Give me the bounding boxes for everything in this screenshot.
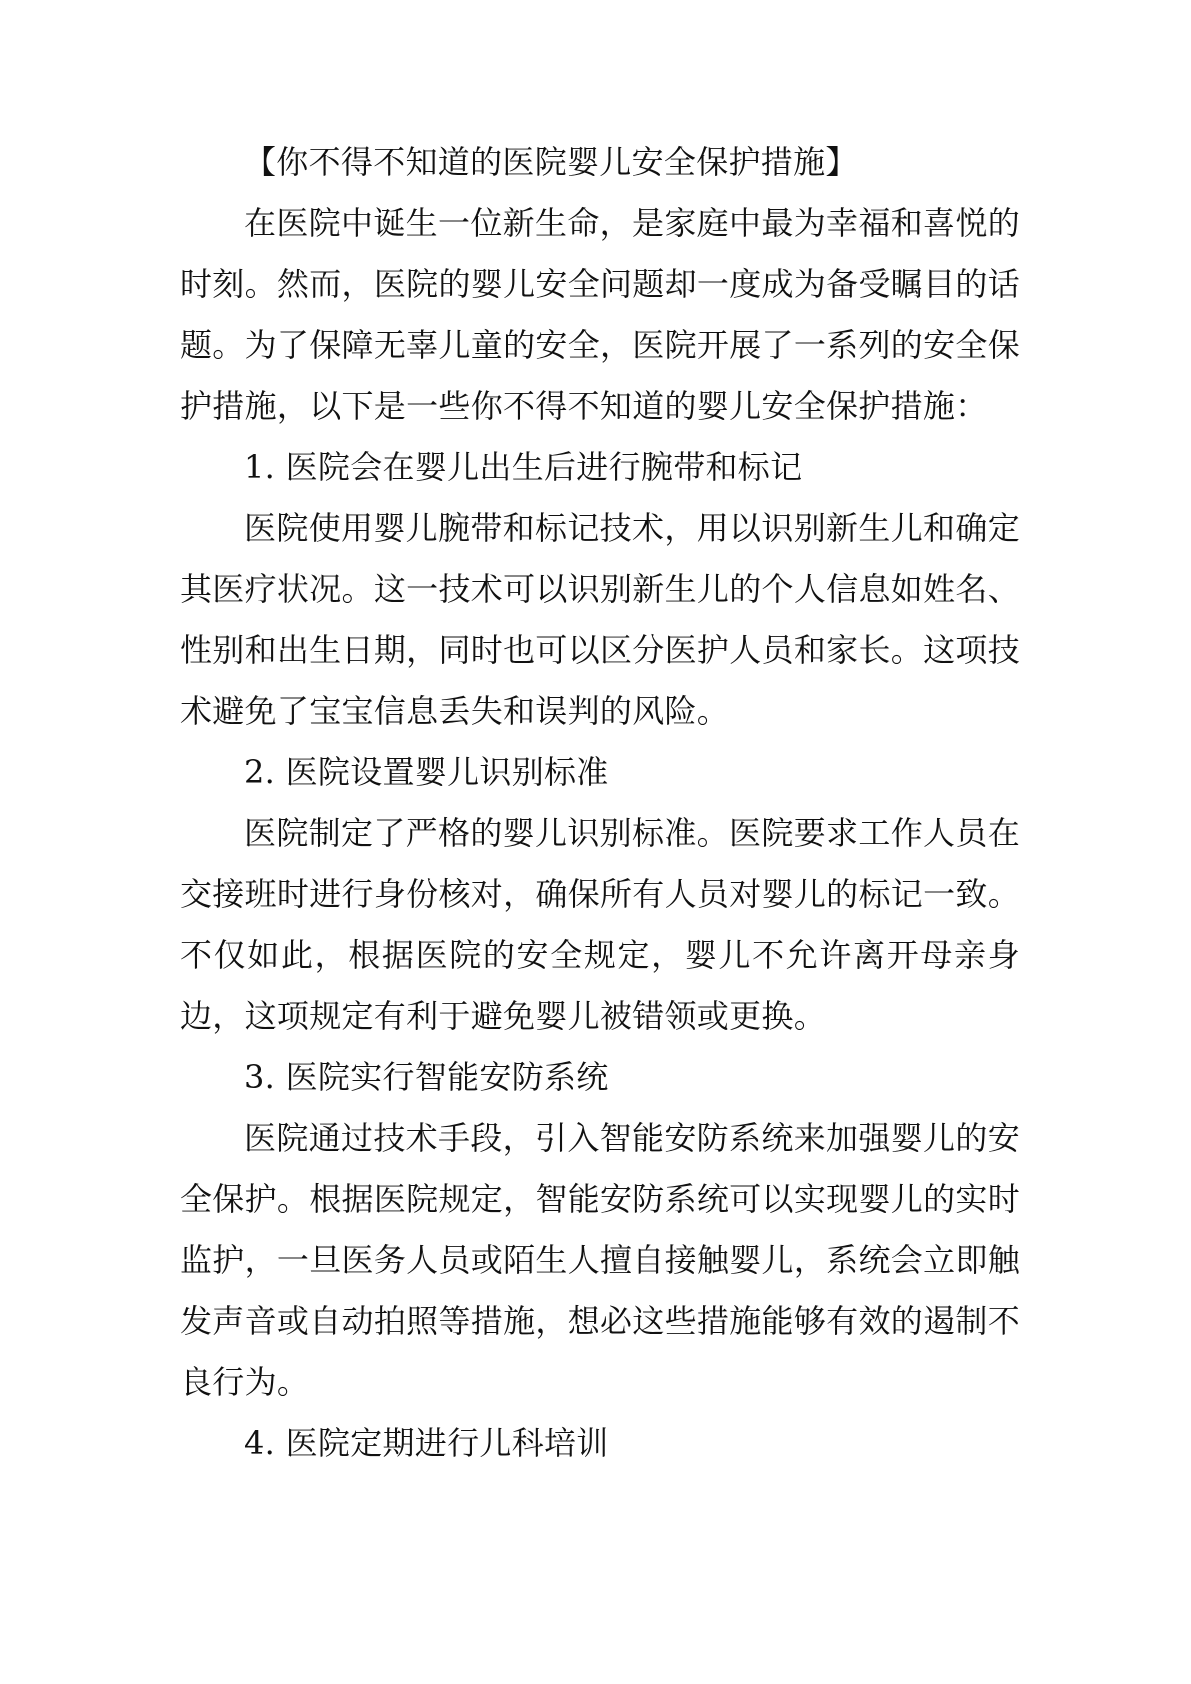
section-1-heading: 1. 医院会在婴儿出生后进行腕带和标记 — [244, 448, 803, 486]
section-1-body: 医院使用婴儿腕带和标记技术，用以识别新生儿和确定其医疗状况。这一技术可以识别新生儿的个人信息如姓名、性别和出生日期，同时也可以区分医护人员和家长。这项技术避免了宝宝信息丢失和误判的风险。 — [180, 509, 1020, 730]
section-4-heading: 4. 医院定期进行儿科培训 — [244, 1424, 609, 1462]
section-3-body: 医院通过技术手段，引入智能安防系统来加强婴儿的安全保护。根据医院规定，智能安防系统可以实现婴儿的实时监护，一旦医务人员或陌生人擅自接触婴儿，系统会立即触发声音或自动拍照等措施，想必这些措施能够有效的遏制不良行为。 — [180, 1119, 1020, 1401]
section-3-heading: 3. 医院实行智能安防系统 — [244, 1058, 609, 1096]
document-body — [180, 132, 1020, 1474]
intro-paragraph: 在医院中诞生一位新生命，是家庭中最为幸福和喜悦的时刻。然而，医院的婴儿安全问题却一度成为备受瞩目的话题。为了保障无辜儿童的安全，医院开展了一系列的安全保护措施，以下是一些你不得不知道的婴儿安全保护措施： — [180, 204, 1020, 425]
section-2-heading: 2. 医院设置婴儿识别标准 — [244, 753, 609, 791]
section-2-body: 医院制定了严格的婴儿识别标准。医院要求工作人员在交接班时进行身份核对，确保所有人员对婴儿的标记一致。不仅如此，根据医院的安全规定，婴儿不允许离开母亲身边，这项规定有利于避免婴儿被错领或更换。 — [180, 814, 1020, 1035]
document-title: 【你不得不知道的医院婴儿安全保护措施】 — [244, 143, 858, 181]
